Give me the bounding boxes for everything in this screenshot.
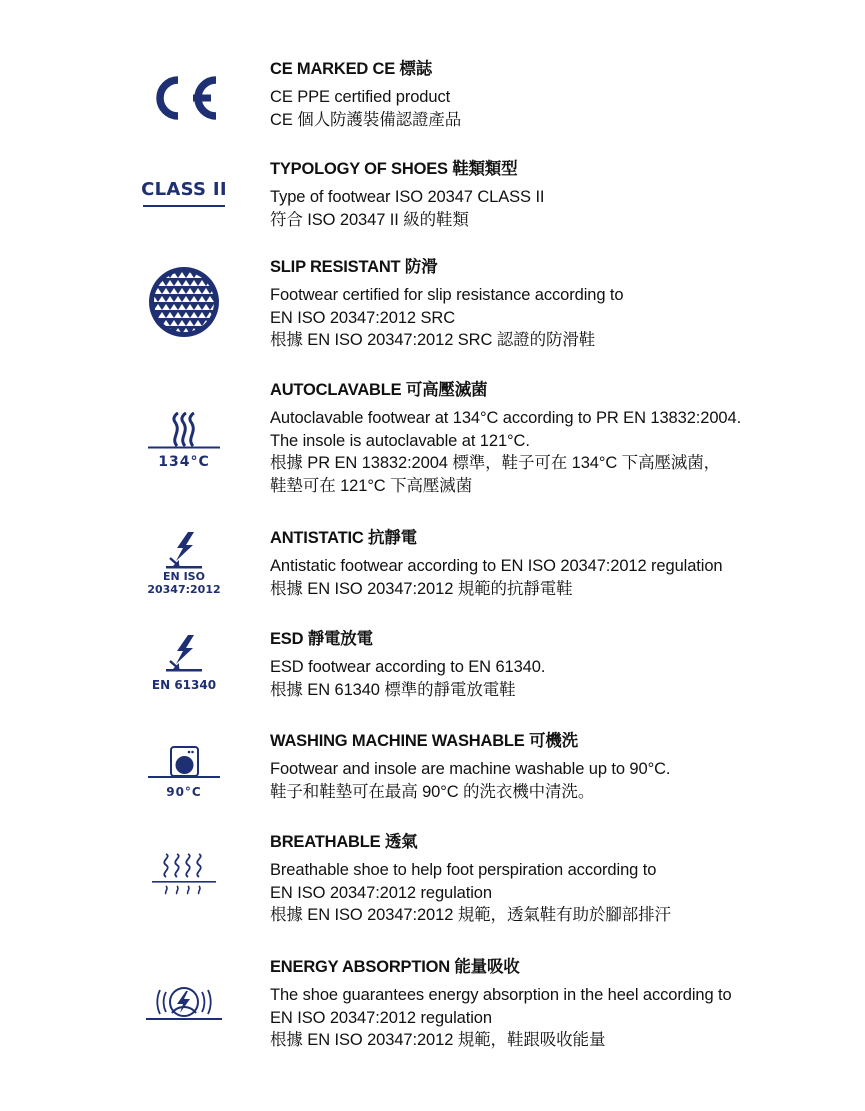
feature-title: SLIP RESISTANT 防滑 [270,258,438,276]
feature-line: 根據 EN ISO 20347:2012 SRC 認證的防滑鞋 [270,331,596,349]
antistatic-icon [138,527,230,599]
feature-line: 根據 PR EN 13832:2004 標準，鞋子可在 134°C 下高壓滅菌， [270,454,721,472]
feature-title: TYPOLOGY OF SHOES 鞋類類型 [270,160,518,178]
feature-line: 鞋墊可在 121°C 下高壓滅菌 [270,476,473,495]
antistatic-label-1: EN ISO [163,569,205,583]
feature-line: Breathable shoe to help foot perspiration according to [270,861,657,879]
feature-line: The insole is autoclavable at 121°C. [270,431,530,450]
feature-title: ESD 靜電放電 [270,630,373,648]
autoclave-temp-label: 134°C [158,454,210,470]
feature-title: WASHING MACHINE WASHABLE 可機洗 [270,732,578,750]
feature-line: 根據 EN ISO 20347:2012 規範，透氣鞋有助於腳部排汗 [270,906,671,924]
feature-line: EN ISO 20347:2012 regulation [270,1008,492,1027]
washing-machine-icon [138,744,230,800]
energy-absorption-icon [138,978,230,1026]
feature-line: EN ISO 20347:2012 regulation [270,883,492,902]
feature-line: 根據 EN 61340 標準的靜電放電鞋 [270,680,516,699]
class-ii-label: CLASS II [141,179,227,200]
feature-line: CE 個人防護裝備認證產品 [270,110,462,129]
feature-line: CE PPE certified product [270,88,451,106]
antistatic-label-2: 20347:2012 [147,582,221,596]
feature-line: ESD footwear according to EN 61340. [270,658,546,676]
breathable-icon [138,847,230,907]
feature-line: Footwear and insole are machine washable up to 90°C. [270,760,671,778]
feature-line: 根據 EN ISO 20347:2012 規範的抗靜電鞋 [270,579,573,598]
washing-temp-label: 90°C [166,785,202,799]
slip-resistant-icon [138,264,230,340]
feature-title: ANTISTATIC 抗靜電 [270,529,417,547]
feature-title: AUTOCLAVABLE 可高壓滅菌 [270,381,488,399]
class-ii-icon [138,176,230,210]
feature-line: Footwear certified for slip resistance according to [270,286,624,304]
feature-line: 符合 ISO 20347 II 級的鞋類 [270,210,469,229]
feature-line: Autoclavable footwear at 134°C according to PR EN 13832:2004. [270,409,742,427]
feature-line: 鞋子和鞋墊可在最高 90°C 的洗衣機中清洗。 [270,782,595,801]
feature-title: ENERGY ABSORPTION 能量吸收 [270,958,520,976]
esd-label: EN 61340 [151,678,217,692]
feature-line: The shoe guarantees energy absorption in the heel according to [270,986,732,1004]
feature-line: EN ISO 20347:2012 SRC [270,308,456,327]
esd-icon [138,632,230,694]
ce-mark-icon [138,66,230,130]
feature-line: 根據 EN ISO 20347:2012 規範，鞋跟吸收能量 [270,1031,606,1049]
feature-line: Antistatic footwear according to EN ISO 20347:2012 regulation [270,557,723,575]
autoclave-icon [138,409,230,473]
feature-title: BREATHABLE 透氣 [270,833,418,851]
feature-line: Type of footwear ISO 20347 CLASS II [270,188,545,206]
feature-title: CE MARKED CE 標誌 [270,60,433,78]
